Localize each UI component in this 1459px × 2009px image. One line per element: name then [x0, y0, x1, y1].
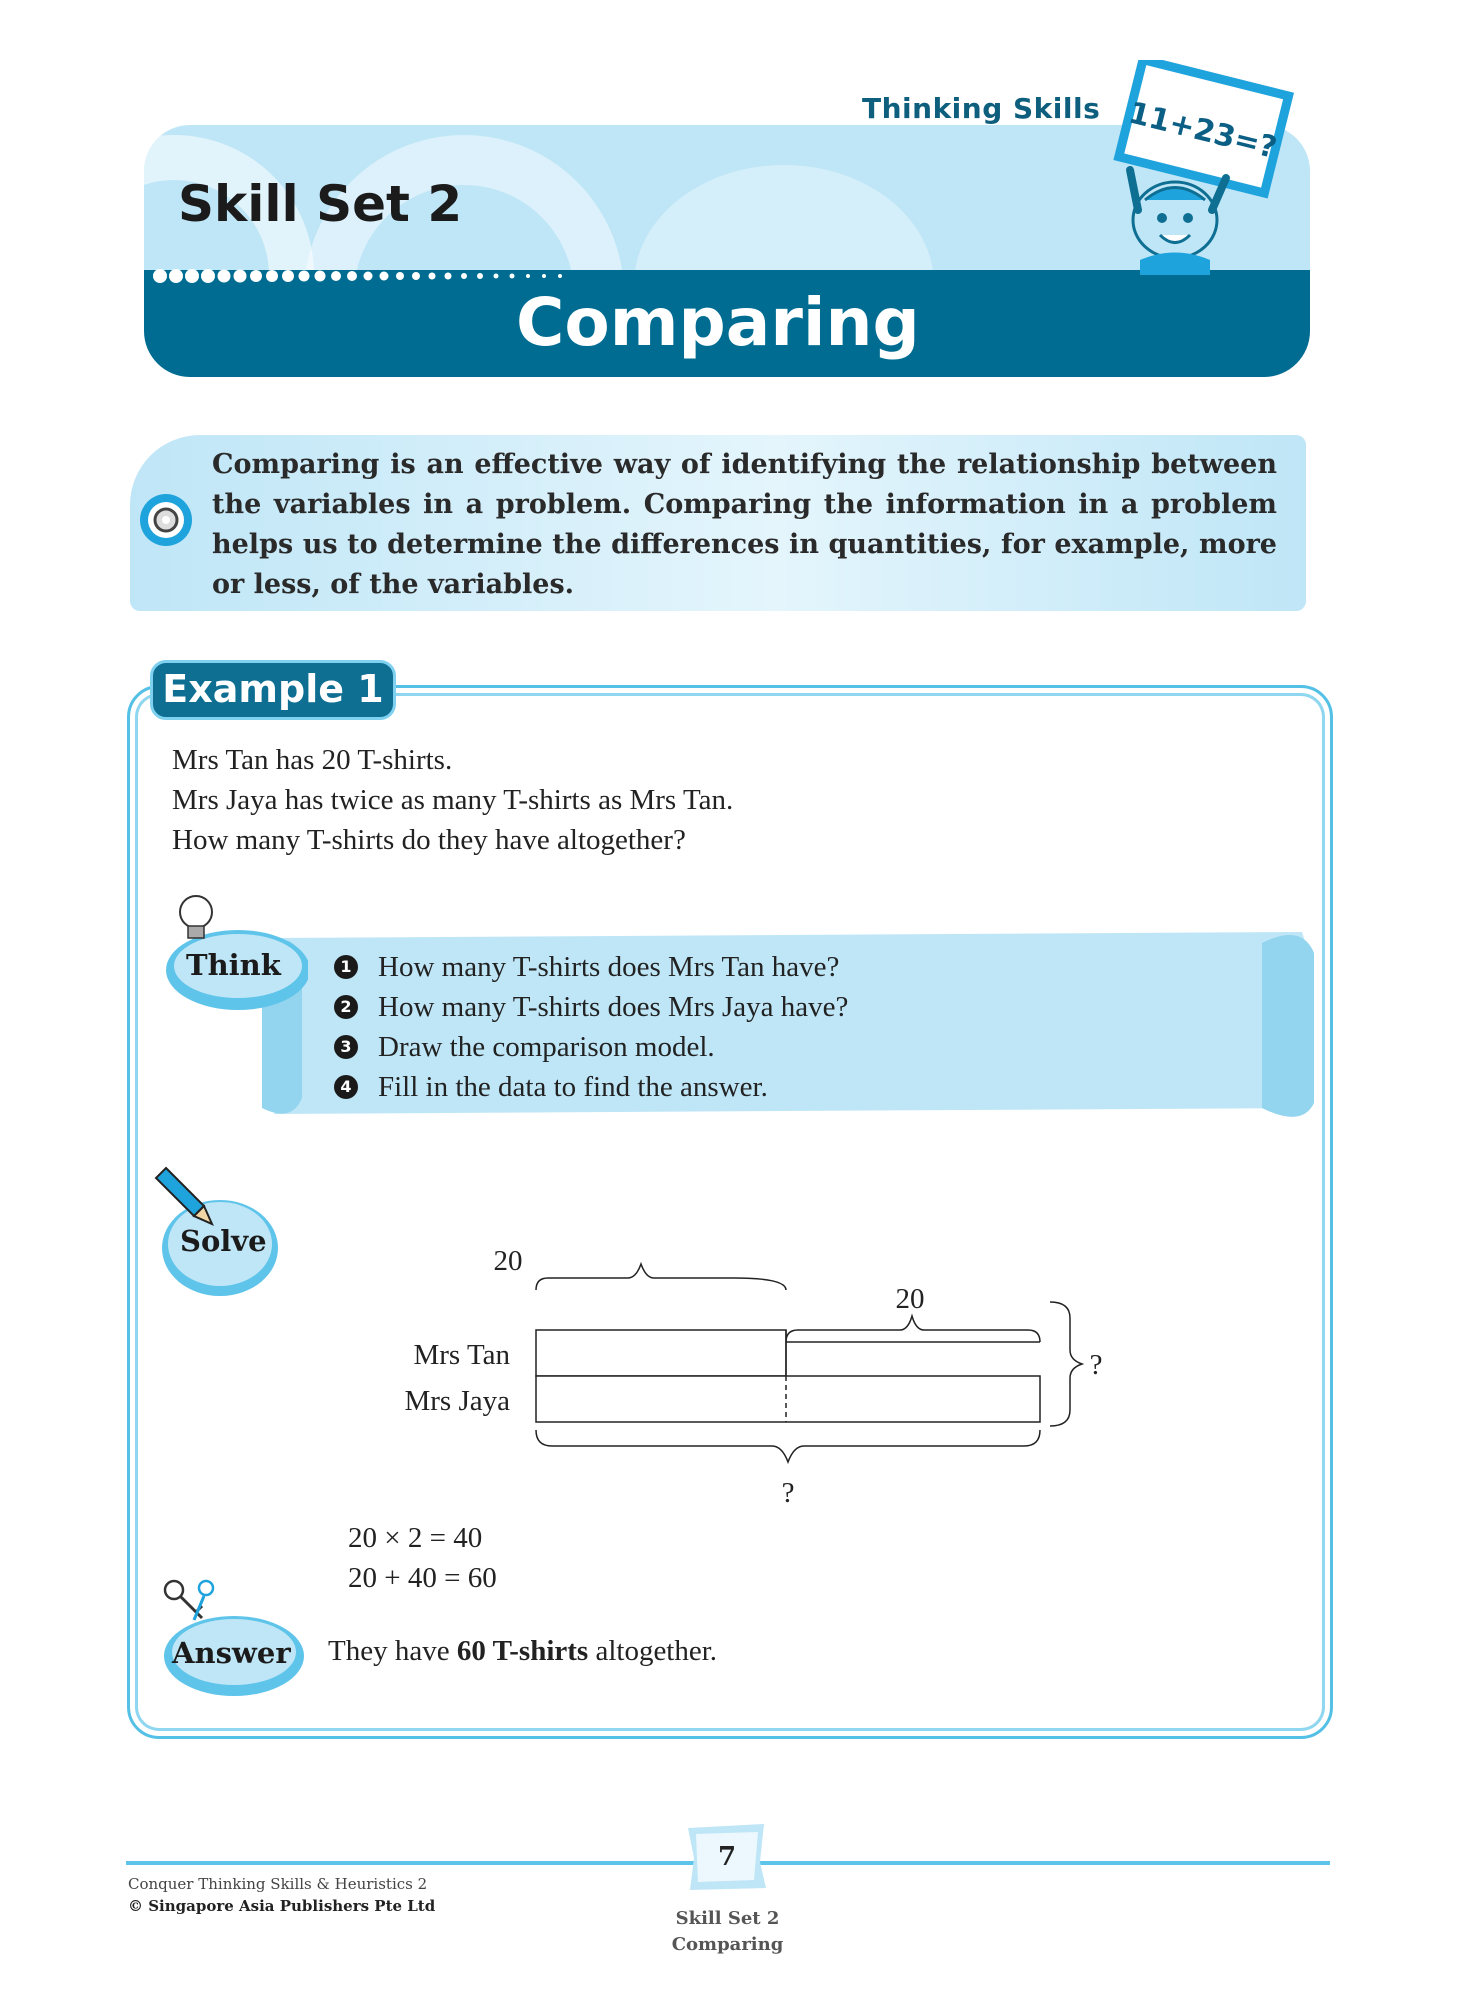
step-number: 4 — [334, 1075, 358, 1099]
disc-icon — [138, 492, 194, 548]
tan-bar — [536, 1330, 786, 1376]
key-icon — [165, 1581, 213, 1620]
think-step — [334, 1027, 848, 1067]
skill-set-title: Skill Set 2 — [178, 175, 463, 233]
answer-prefix: They have — [328, 1635, 457, 1667]
step-number: 1 — [334, 955, 358, 979]
answer-value: 60 T-shirts — [456, 1635, 589, 1667]
think-steps — [334, 947, 848, 1107]
footer-section — [630, 1906, 825, 1958]
think-step — [334, 987, 848, 1027]
light-bulb-icon — [180, 896, 212, 938]
tan-brace — [536, 1264, 786, 1290]
row-label-mrs-tan: Mrs Tan — [413, 1339, 510, 1371]
answer-label: Answer — [172, 1636, 291, 1670]
step-text: Draw the comparison model. — [378, 1031, 715, 1063]
intro-text: Comparing is an effective way of identifying the relationship between the variables in a problem. Comparing the information in a problem helps us to determine the differences in quantities, for example, more or less, of the variables. — [212, 449, 1277, 600]
jaya-extra-label: 20 — [895, 1283, 925, 1315]
calculations — [348, 1518, 497, 1598]
solve-label: Solve — [180, 1224, 267, 1258]
jaya-unknown-mark: ? — [781, 1477, 795, 1509]
think-step — [334, 947, 848, 987]
step-text: How many T-shirts does Mrs Tan have? — [378, 951, 840, 983]
book-title: Conquer Thinking Skills & Heuristics 2 — [128, 1875, 428, 1893]
think-step — [334, 1067, 848, 1107]
footer-section-line: Comparing — [671, 1934, 784, 1955]
calculation-line: 20 × 2 = 40 — [348, 1522, 483, 1554]
step-number: 2 — [334, 995, 358, 1019]
answer-statement — [328, 1635, 717, 1668]
jaya-extra-brace — [786, 1316, 1040, 1342]
mascot-sign-text: 11+23=? — [1125, 95, 1281, 166]
dots-decoration — [152, 268, 572, 284]
tan-value-label: 20 — [493, 1250, 523, 1277]
page-number: 7 — [717, 1842, 737, 1872]
problem-line: Mrs Jaya has twice as many T-shirts as Mrs Tan. — [172, 784, 734, 816]
footer-section-line: Skill Set 2 — [675, 1908, 780, 1929]
total-unknown-mark: ? — [1089, 1349, 1103, 1381]
calculation-line: 20 + 40 = 60 — [348, 1562, 497, 1594]
row-label-mrs-jaya: Mrs Jaya — [404, 1385, 510, 1417]
step-number: 3 — [334, 1035, 358, 1059]
total-brace — [1050, 1302, 1082, 1426]
step-text: Fill in the data to find the answer. — [378, 1071, 768, 1103]
comparison-model — [380, 1250, 1120, 1512]
problem-line: How many T-shirts do they have altogether? — [172, 824, 686, 856]
think-label: Think — [186, 948, 281, 982]
problem-line: Mrs Tan has 20 T-shirts. — [172, 744, 453, 776]
banner-bottom — [144, 270, 1310, 377]
answer-suffix: altogether. — [588, 1635, 718, 1667]
jaya-bar — [536, 1376, 1040, 1422]
series-tag: Thinking Skills — [862, 92, 1101, 125]
jaya-brace — [536, 1430, 1040, 1462]
example-label: Example 1 — [150, 660, 396, 720]
topic-title: Comparing — [516, 284, 920, 361]
mascot-icon — [1070, 60, 1310, 275]
problem-statement — [172, 740, 733, 860]
step-text: How many T-shirts does Mrs Jaya have? — [378, 991, 849, 1023]
publisher: © Singapore Asia Publishers Pte Ltd — [128, 1897, 436, 1915]
intro-panel — [130, 435, 1306, 611]
